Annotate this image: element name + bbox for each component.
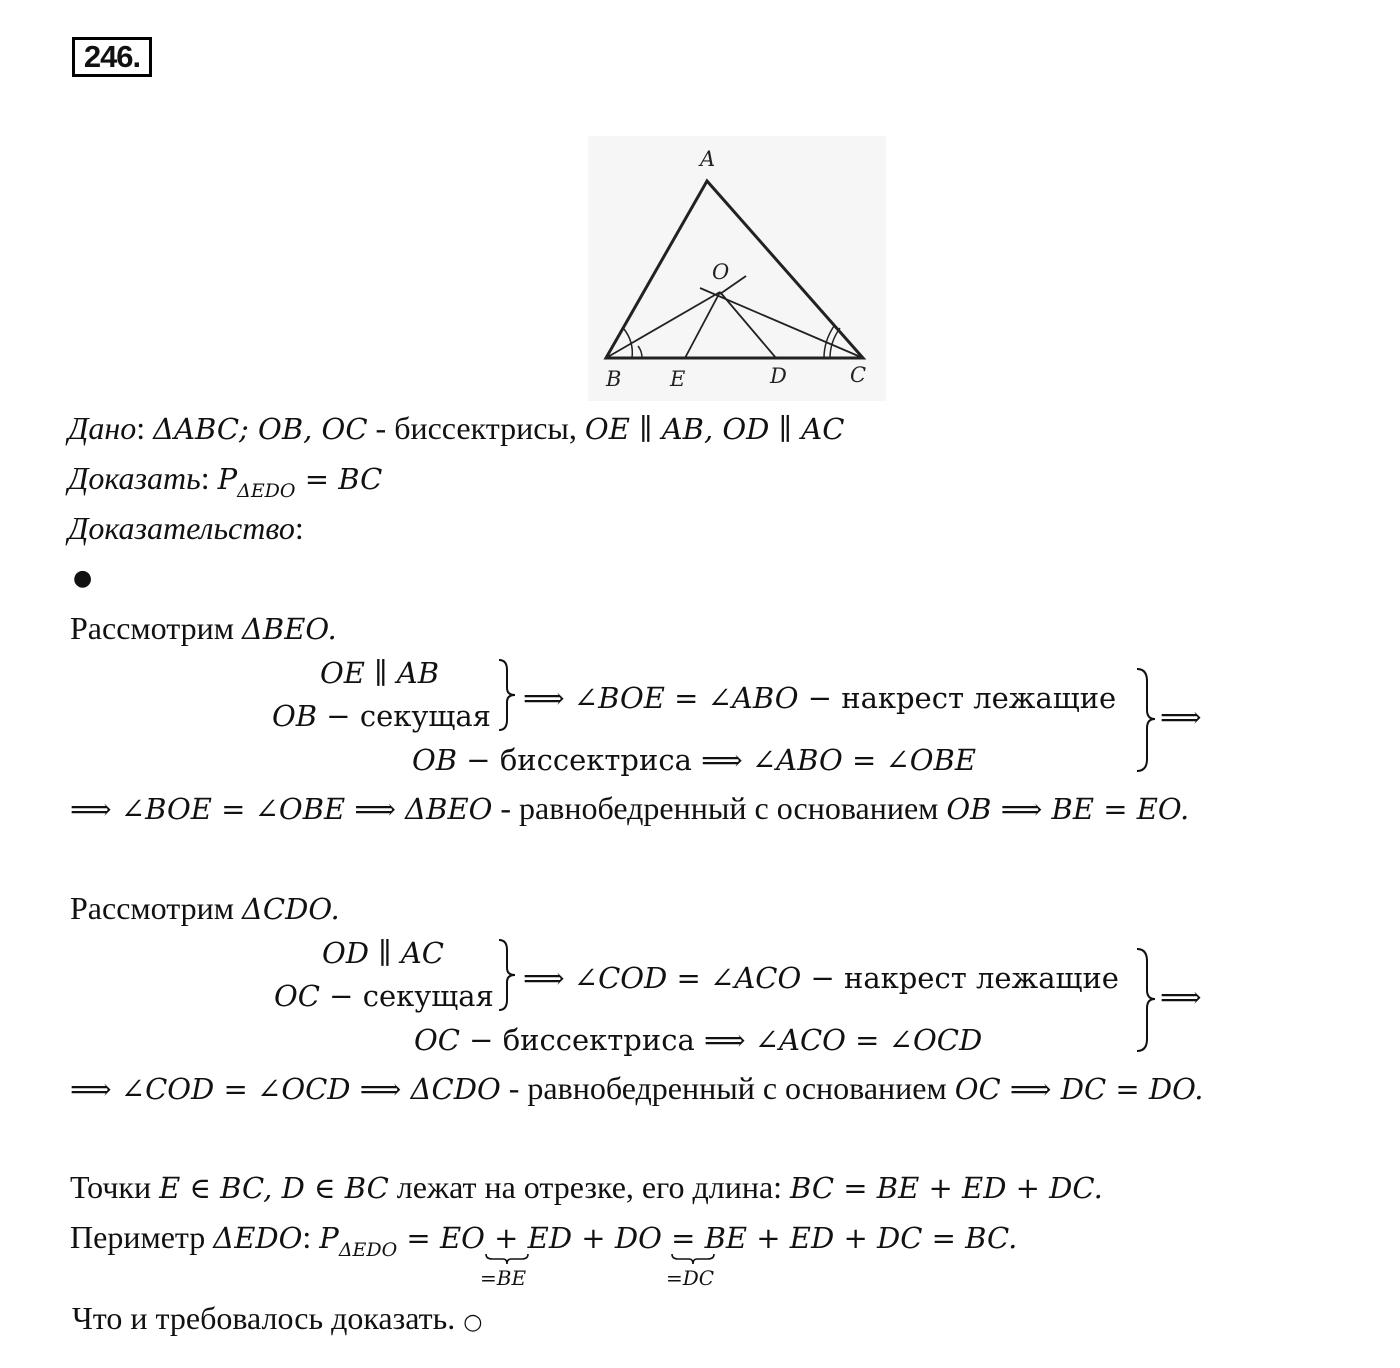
underbrace-eo-label: =BE — [480, 1266, 527, 1290]
part1-line3-expr1: OB — [412, 743, 458, 777]
points-expr2: BC = BE + ED + DC. — [790, 1171, 1103, 1205]
given-expr1: ΔABC; OB, OC — [153, 412, 368, 446]
part1-brace-large — [1134, 667, 1158, 773]
triangle-figure — [588, 136, 886, 401]
perimeter-eo: EO — [439, 1221, 485, 1255]
part2-conclusion-expr1: ⟹ ∠COD = ∠OCD ⟹ ΔCDO — [70, 1072, 501, 1106]
label-c: C — [850, 363, 867, 387]
points-text1: Точки — [70, 1169, 160, 1205]
perimeter-text: Периметр — [70, 1219, 214, 1255]
part1-arrow: ⟹ — [1160, 700, 1202, 734]
part1-line3-expr2: ⟹ ∠ABO = ∠OBE — [701, 743, 977, 777]
perimeter-line — [70, 1221, 1017, 1260]
part2-consider-text: Рассмотрим — [70, 890, 242, 926]
part2-line2-expr: OC — [274, 979, 320, 1013]
part2-line2 — [274, 979, 494, 1011]
part2-result1-text: − накрест лежащие — [801, 961, 1119, 995]
part2-arrow: ⟹ — [1160, 980, 1202, 1014]
part2-conclusion-expr2: OC ⟹ DC = DO. — [954, 1072, 1204, 1106]
part1-result1-expr: ⟹ ∠BOE = ∠ABO — [523, 681, 799, 715]
proof-label: Доказательство — [68, 510, 295, 546]
part1-result1 — [523, 681, 1116, 713]
part1-brace-small — [496, 658, 518, 732]
qed-line — [72, 1302, 482, 1334]
given-label: Дано — [68, 410, 137, 446]
points-line — [70, 1171, 1103, 1203]
part2-conclusion — [70, 1072, 1203, 1104]
part2-brace-large — [1134, 947, 1158, 1053]
perimeter-colon: : — [302, 1219, 320, 1255]
perimeter-do: DO — [614, 1221, 662, 1255]
underbrace-eo — [484, 1252, 530, 1266]
part1-line1: OE ∥ AB — [320, 656, 440, 690]
prove-rhs: = BC — [295, 462, 383, 496]
part1-consider-text: Рассмотрим — [70, 610, 242, 646]
problem-number: 246. — [72, 37, 152, 77]
part2-line3-expr1: OC — [414, 1023, 460, 1057]
part1-consider-expr: ΔBEO — [241, 612, 328, 646]
part1-line2-text: − секущая — [317, 699, 491, 733]
bullet: ● — [73, 566, 93, 591]
underbrace-do — [670, 1252, 716, 1266]
given-colon: : — [136, 410, 154, 446]
perimeter-p-sub: ΔEDO — [338, 1239, 398, 1261]
part2-line3-expr2: ⟹ ∠ACO = ∠OCD — [703, 1023, 983, 1057]
proof-label-line — [68, 512, 304, 544]
label-e: E — [670, 367, 686, 391]
part2-brace-small — [496, 938, 518, 1012]
prove-colon: : — [200, 460, 218, 496]
part1-conclusion-expr1: ⟹ ∠BOE = ∠OBE ⟹ ΔBEO — [70, 792, 493, 826]
part2-consider-expr: ΔCDO — [241, 892, 331, 926]
part2-line1: OD ∥ AC — [322, 936, 444, 970]
part1-conclusion-expr2: OB ⟹ BE = EO. — [946, 792, 1190, 826]
prove-p-sub: ΔEDO — [237, 480, 296, 502]
part1-line3 — [412, 743, 976, 775]
part2-result1-expr: ⟹ ∠COD = ∠ACO — [523, 961, 802, 995]
figure-background — [588, 136, 886, 401]
perimeter-plus-ed: + ED + — [484, 1221, 615, 1255]
qed-text: Что и требовалось доказать. — [72, 1300, 464, 1336]
label-b: B — [606, 367, 622, 391]
part1-conclusion-text: - равнобедренный с основанием — [492, 790, 947, 826]
perimeter-expr1: ΔEDO — [213, 1221, 303, 1255]
part2-conclusion-text: - равнобедренный с основанием — [500, 1070, 955, 1106]
perimeter-p: P — [319, 1221, 339, 1255]
part1-line2 — [272, 699, 491, 731]
given-text1: - биссектрисы, — [367, 410, 585, 446]
points-expr1: E ∈ BC, D ∈ BC — [159, 1171, 389, 1205]
perimeter-rest: = BE + ED + DC = BC. — [661, 1221, 1018, 1255]
proof-colon: : — [294, 510, 304, 546]
part1-line2-expr: OB — [272, 699, 318, 733]
qed-symbol: ○ — [463, 1310, 483, 1335]
given-expr2: OE ∥ AB, OD ∥ AC — [584, 412, 845, 446]
label-o: O — [712, 260, 730, 284]
label-a: A — [700, 147, 716, 171]
part2-line3 — [414, 1023, 982, 1055]
part1-result1-text: − накрест лежащие — [798, 681, 1117, 715]
part1-line3-text: − биссектриса — [457, 743, 702, 777]
part1-consider: Рассмотрим ΔBEO. — [70, 610, 337, 646]
label-d: D — [770, 364, 787, 388]
points-text2: лежат на отрезке, его длина: — [388, 1169, 791, 1205]
given-line — [68, 412, 844, 444]
prove-p: P — [217, 462, 238, 496]
part1-conclusion — [70, 792, 1189, 824]
underbrace-do-label: =DC — [666, 1266, 715, 1290]
part2-line3-text: − биссектриса — [459, 1023, 704, 1057]
part2-result1 — [523, 961, 1119, 993]
part2-line2-text: − секущая — [319, 979, 494, 1013]
perimeter-eq: = — [397, 1221, 440, 1255]
prove-label: Доказать — [68, 460, 201, 496]
prove-line — [68, 462, 382, 501]
part2-consider: Рассмотрим ΔCDO. — [70, 890, 340, 926]
